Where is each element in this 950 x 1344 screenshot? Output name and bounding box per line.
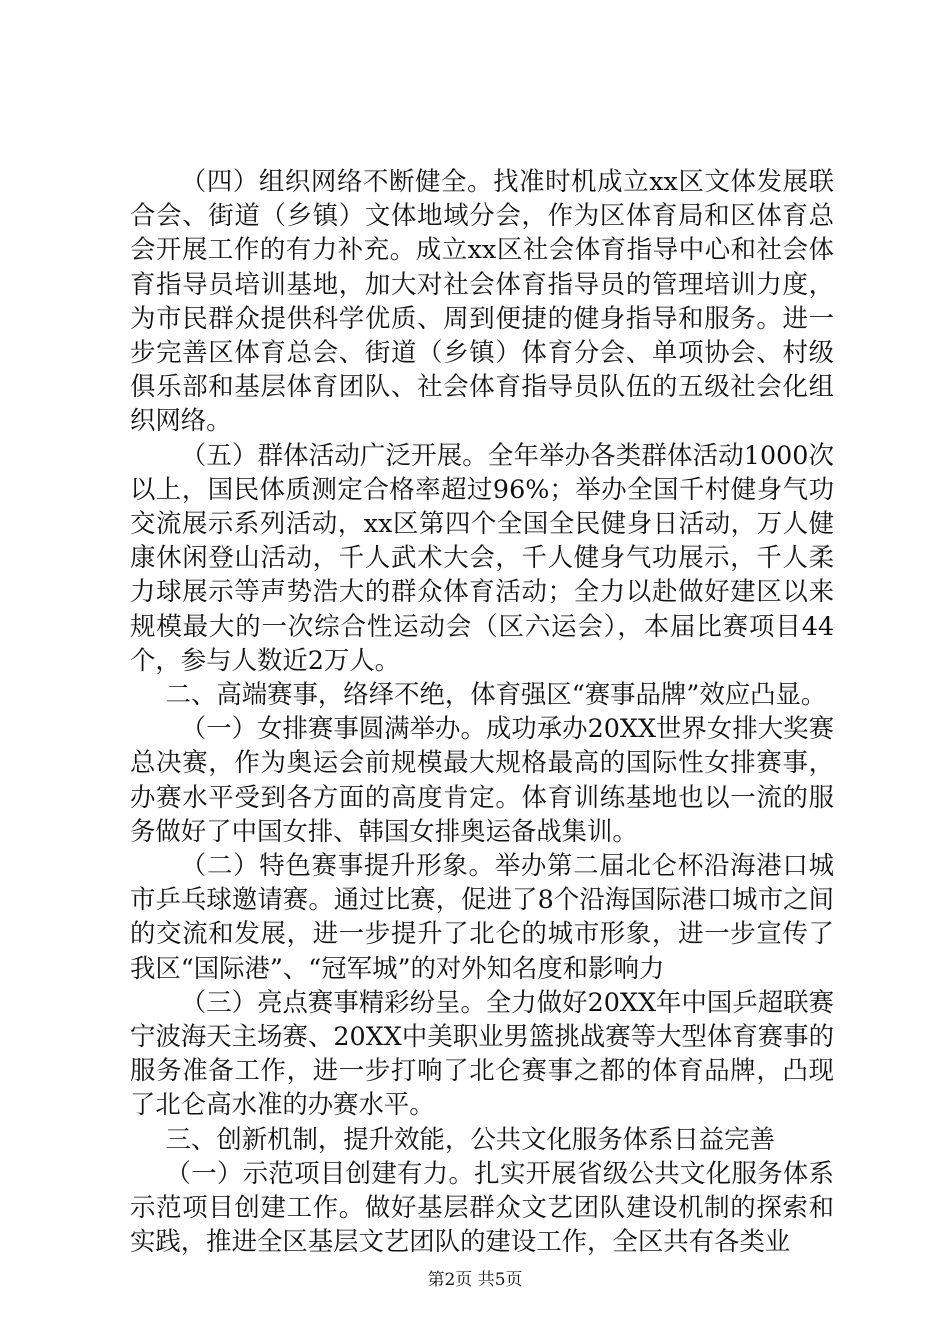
section-heading-public-culture: 三、创新机制，提升效能，公共文化服务体系日益完善 bbox=[165, 1123, 775, 1154]
document-body bbox=[130, 164, 834, 1259]
paragraph-featured-events: （二）特色赛事提升形象。举办第二届北仑杯沿海港口城市乒乓球邀请赛。通过比赛，促进了8个沿海国际港口城市之间的交流和发展，进一步提升了北仑的城市形象，进一步宣传了我区“国际港”、“冠军城”的对外知名度和影响力 bbox=[130, 850, 834, 983]
paragraph-volleyball: （一）女排赛事圆满举办。成功承办20XX世界女排大奖赛总决赛，作为奥运会前规模最大规格最高的国际性女排赛事，办赛水平受到各方面的高度肯定。体育训练基地也以一流的服务做好了中国女排、韩国女排奥运备战集训。 bbox=[130, 713, 834, 846]
section-heading-events: 二、高端赛事，络绎不绝，体育强区“赛事品牌”效应凸显。 bbox=[165, 679, 827, 710]
paragraph-mass-activities: （五）群体活动广泛开展。全年举办各类群体活动1000次以上，国民体质测定合格率超过96%；举办全国千村健身气功交流展示系列活动，xx区第四个全国全民健身日活动，万人健康休闲登山活动，千人武术大会，千人健身气功展示，千人柔力球展示等声势浩大的群众体育活动；全力以赴做好建区以来规模最大的一次综合性运动会（区六运会），本届比赛项目44个，参与人数近2万人。 bbox=[130, 439, 834, 675]
paragraph-organization-network: （四）组织网络不断健全。找准时机成立xx区文体发展联合会、街道（乡镇）文体地域分会，作为区体育局和区体育总会开展工作的有力补充。成立xx区社会体育指导中心和社会体育指导员培训基地，加大对社会体育指导员的管理培训力度，为市民群众提供科学优质、周到便捷的健身指导和服务。进一步完善区体育总会、街道（乡镇）体育分会、单项协会、村级俱乐部和基层体育团队、社会体育指导员队伍的五级社会化组织网络。 bbox=[130, 166, 834, 436]
paragraph-highlight-events: （三）亮点赛事精彩纷呈。全力做好20XX年中国乒超联赛宁波海天主场赛、20XX中美职业男篮挑战赛等大型体育赛事的服务准备工作，进一步打响了北仑赛事之都的体育品牌，凸现了北仑高水准的办赛水平。 bbox=[130, 986, 834, 1120]
paragraph-demo-projects: （一）示范项目创建有力。扎实开展省级公共文化服务体系示范项目创建工作。做好基层群众文艺团队建设机制的探索和实践，推进全区基层文艺团队的建设工作，全区共有各类业 bbox=[130, 1157, 834, 1257]
page-footer: 第2页 共5页 bbox=[427, 1270, 523, 1290]
